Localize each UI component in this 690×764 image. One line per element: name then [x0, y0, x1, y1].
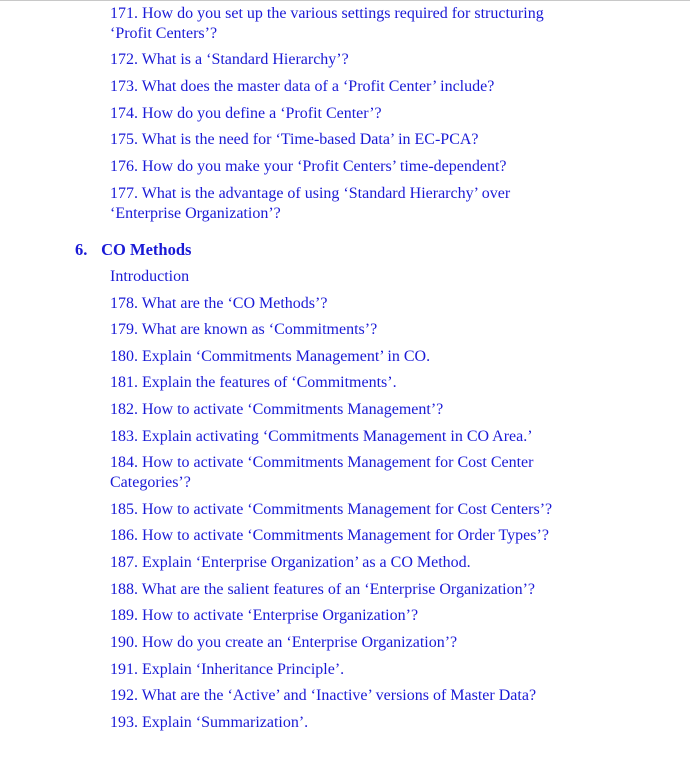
toc-entry-181[interactable]: 181. Explain the features of ‘Commitments’. [110, 374, 397, 391]
toc-entry-177[interactable]: 177. What is the advantage of using ‘Standard Hierarchy’ over ‘Enterprise Organization’? [110, 185, 511, 222]
toc-entry-186[interactable]: 186. How to activate ‘Commitments Management for Order Types’? [110, 527, 549, 544]
toc-entry-introduction[interactable]: Introduction [110, 268, 190, 285]
toc-entry-178[interactable]: 178. What are the ‘CO Methods’? [110, 295, 328, 312]
toc-entry-188[interactable]: 188. What are the salient features of an ‘Enterprise Organization’? [110, 581, 536, 598]
toc-entry-172[interactable]: 172. What is a ‘Standard Hierarchy’? [110, 51, 349, 68]
toc-entry-173[interactable]: 173. What does the master data of a ‘Profit Center’ include? [110, 78, 495, 95]
toc-entry-174[interactable]: 174. How do you define a ‘Profit Center’? [110, 105, 382, 122]
toc-entry-190[interactable]: 190. How do you create an ‘Enterprise Organization’? [110, 634, 458, 651]
toc-entry-179[interactable]: 179. What are known as ‘Commitments’? [110, 321, 378, 338]
toc-entry-191[interactable]: 191. Explain ‘Inheritance Principle’. [110, 661, 345, 678]
toc-entry-180[interactable]: 180. Explain ‘Commitments Management’ in CO. [110, 348, 431, 365]
section-title: CO Methods [101, 240, 192, 259]
toc-entry-192[interactable]: 192. What are the ‘Active’ and ‘Inactive’ versions of Master Data? [110, 687, 537, 704]
toc-entry-176[interactable]: 176. How do you make your ‘Profit Centers’ time-dependent? [110, 158, 507, 175]
toc-entry-185[interactable]: 185. How to activate ‘Commitments Management for Cost Centers’? [110, 501, 553, 518]
toc-entry-189[interactable]: 189. How to activate ‘Enterprise Organization’? [110, 607, 419, 624]
section-number: 6. [75, 240, 88, 259]
toc-entry-182[interactable]: 182. How to activate ‘Commitments Management’? [110, 401, 444, 418]
section-heading[interactable] [75, 240, 191, 259]
toc-entry-183[interactable]: 183. Explain activating ‘Commitments Management in CO Area.’ [110, 428, 533, 445]
top-divider [0, 0, 690, 1]
toc-entry-171[interactable]: 171. How do you set up the various settings required for structuring ‘Profit Centers’? [110, 5, 544, 42]
toc-entry-187[interactable]: 187. Explain ‘Enterprise Organization’ as a CO Method. [110, 554, 471, 571]
toc-entry-184[interactable]: 184. How to activate ‘Commitments Management for Cost Center Categories’? [110, 454, 534, 491]
toc-entry-193[interactable]: 193. Explain ‘Summarization’. [110, 714, 309, 731]
toc-entry-175[interactable]: 175. What is the need for ‘Time-based Data’ in EC-PCA? [110, 131, 479, 148]
